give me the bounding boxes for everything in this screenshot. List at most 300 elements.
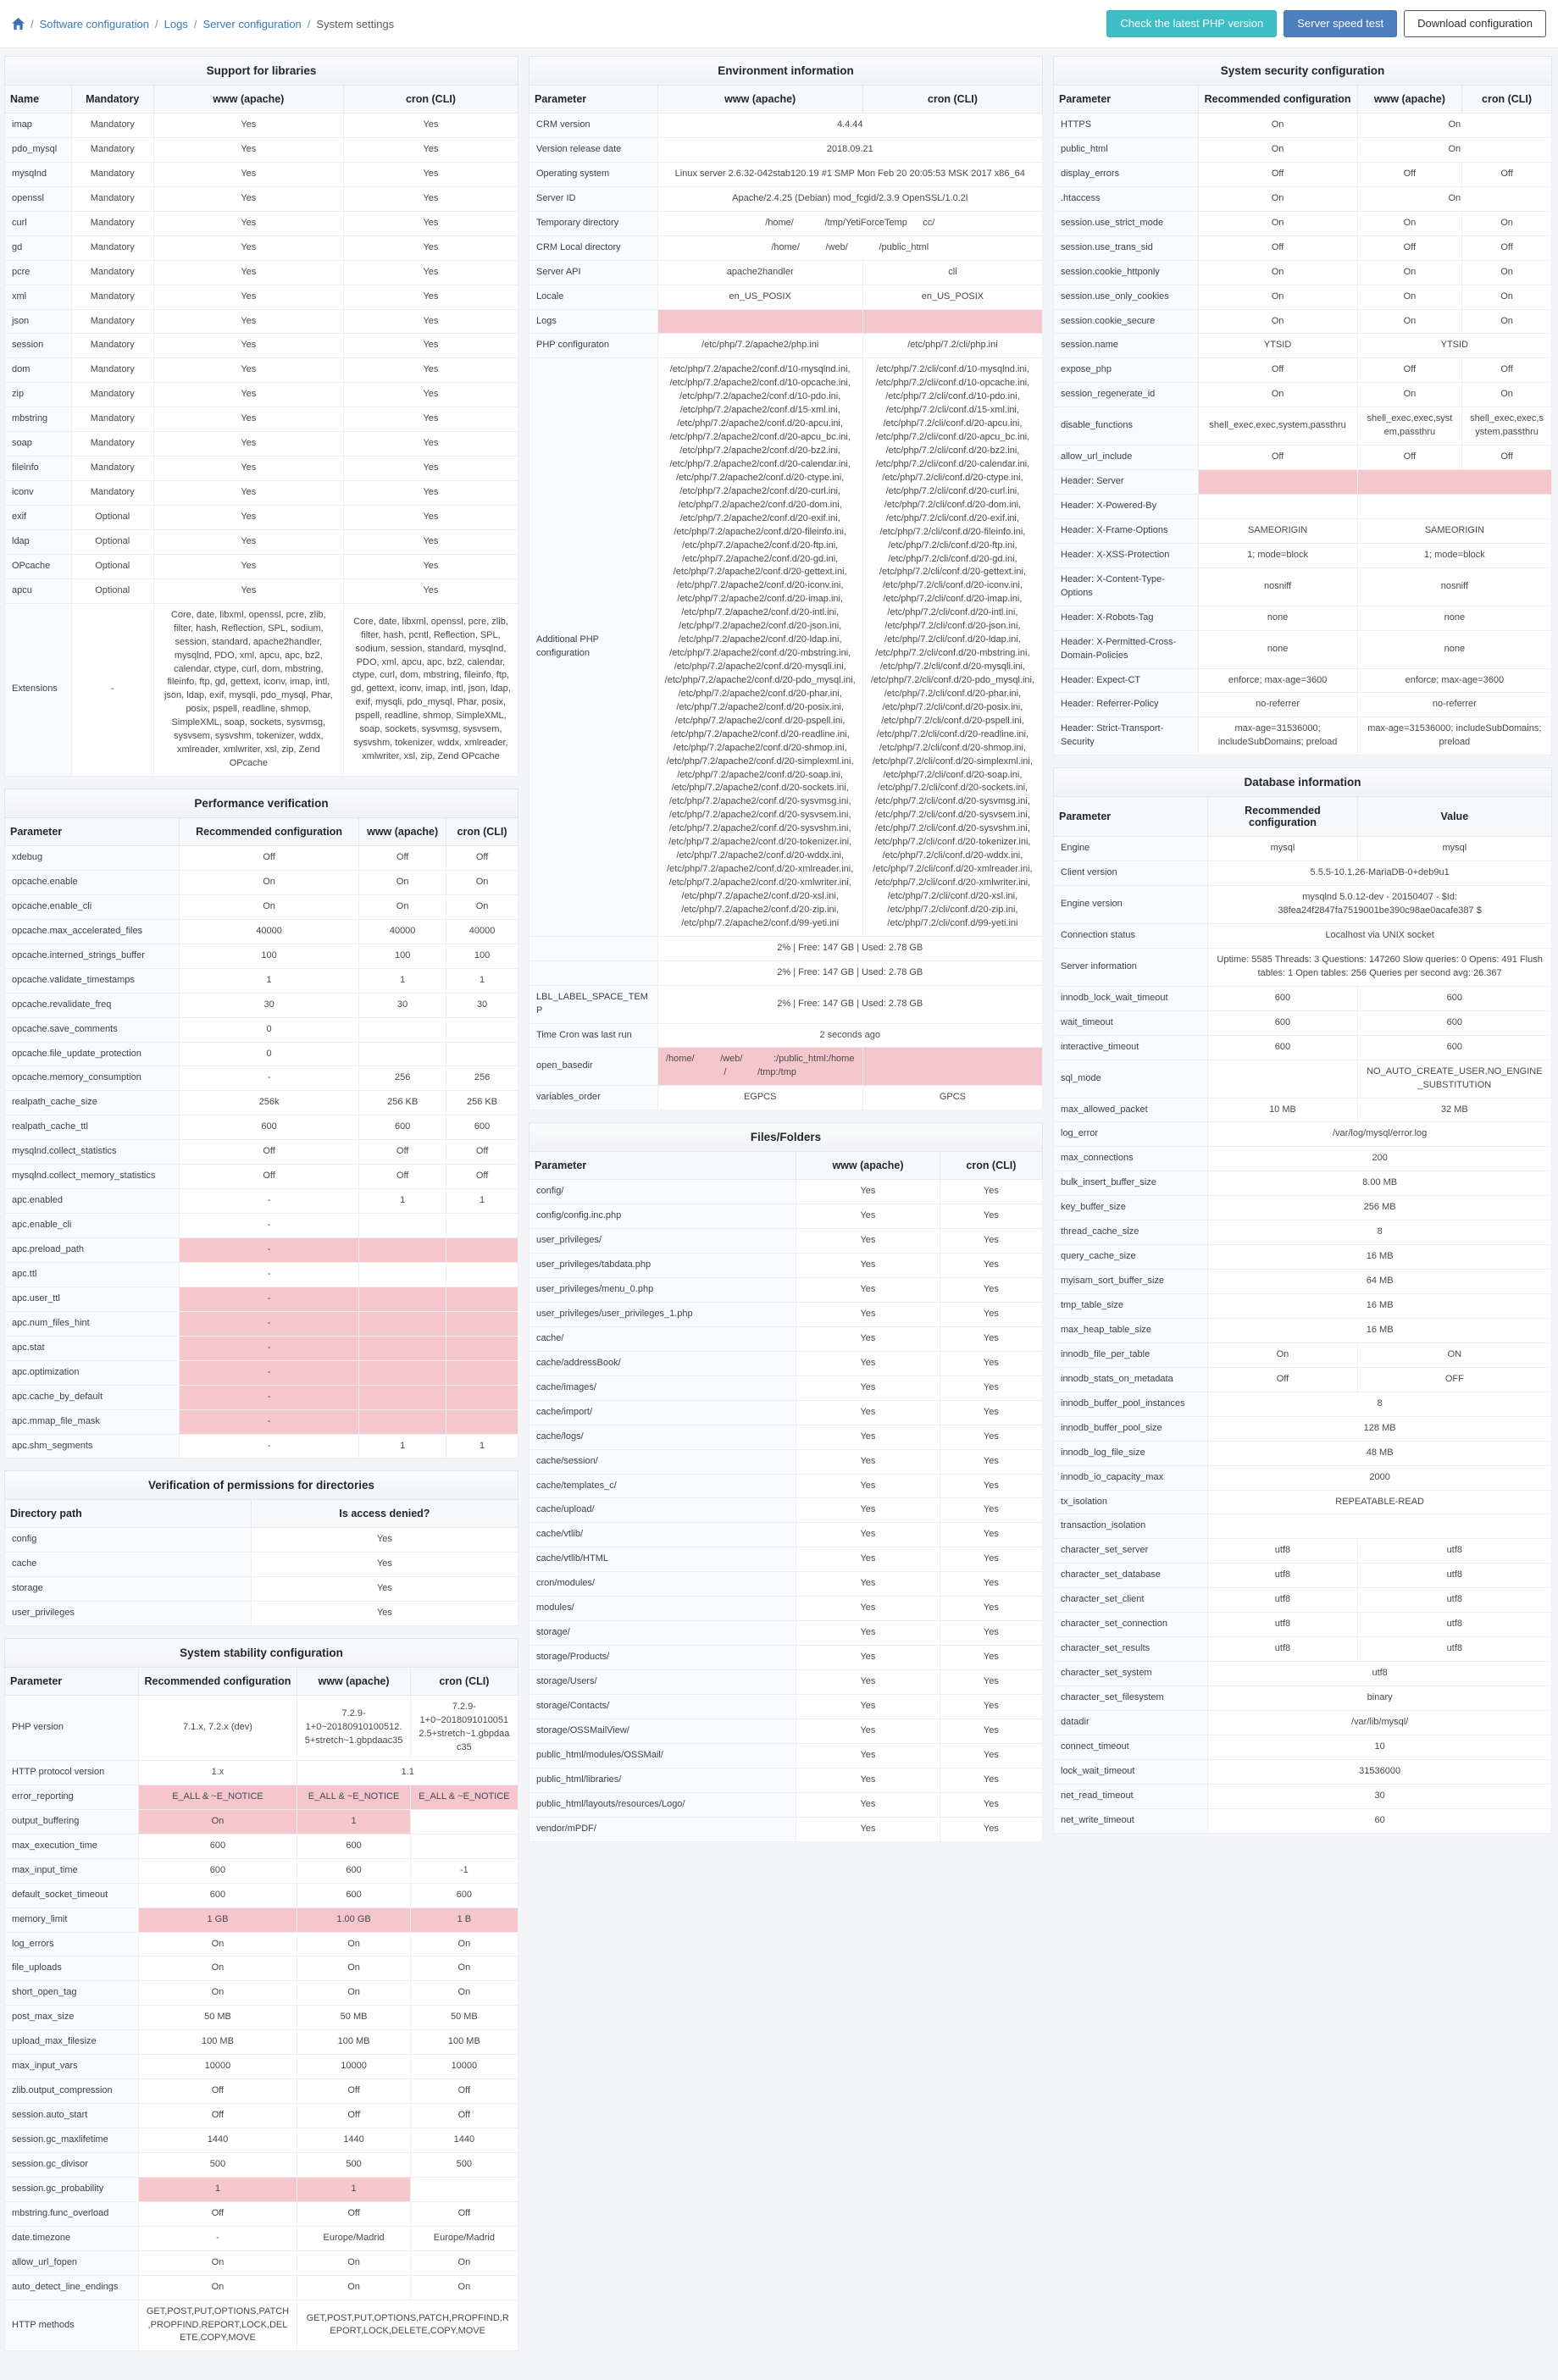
table-row: [5, 1189, 518, 1214]
value-cell: Off: [410, 2201, 518, 2226]
param-cell: user_privileges/: [529, 1229, 796, 1254]
table-row: [5, 1883, 518, 1907]
value-cell: 10: [1208, 1735, 1552, 1759]
value-cell: Yes: [796, 1743, 940, 1768]
value-cell: Yes: [940, 1572, 1042, 1597]
param-cell: iconv: [5, 481, 72, 506]
value-cell: [446, 1336, 518, 1360]
value-cell: none: [1357, 630, 1551, 668]
param-cell: HTTP methods: [5, 2300, 139, 2351]
table-row: [529, 260, 1043, 285]
param-cell: apc.optimization: [5, 1360, 180, 1385]
value-cell: 1440: [138, 2128, 297, 2153]
value-cell: Yes: [343, 309, 518, 334]
value-cell: nosniff: [1198, 567, 1357, 606]
value-cell: utf8: [1208, 1662, 1552, 1686]
value-cell: Mandatory: [71, 235, 153, 260]
database-information: [1053, 767, 1552, 1833]
table-row: [1054, 717, 1552, 756]
value-cell: On: [138, 1981, 297, 2006]
value-cell: /home/ /web/ /public_html: [657, 235, 1043, 260]
param-cell: allow_url_include: [1054, 446, 1199, 470]
value-cell: On: [180, 894, 359, 919]
value-cell: [1198, 470, 1357, 495]
value-cell: 500: [410, 2152, 518, 2177]
value-cell: Yes: [940, 1254, 1042, 1278]
value-cell: 256k: [180, 1091, 359, 1115]
column-header: www (apache): [1357, 86, 1461, 113]
value-cell: On: [1462, 260, 1552, 285]
value-cell: Off: [1198, 446, 1357, 470]
value-cell: Off: [359, 1165, 446, 1189]
param-cell: net_read_timeout: [1054, 1784, 1208, 1808]
table-row: [1054, 186, 1552, 211]
table-row: [5, 1907, 518, 1932]
param-cell: tx_isolation: [1054, 1490, 1208, 1514]
value-cell: Yes: [796, 1719, 940, 1743]
value-cell: On: [446, 894, 518, 919]
value-cell: enforce; max-age=3600: [1198, 668, 1357, 693]
table-row: [1054, 211, 1552, 235]
table-row: [529, 1621, 1043, 1646]
param-cell: session.name: [1054, 334, 1199, 358]
table-row: [529, 137, 1043, 162]
param-cell: HTTP protocol version: [5, 1760, 139, 1785]
value-cell: Yes: [153, 186, 343, 211]
table-row: [5, 407, 518, 432]
value-cell: Yes: [343, 334, 518, 358]
table-row: [529, 1768, 1043, 1792]
table-row: [5, 1165, 518, 1189]
value-cell: utf8: [1208, 1637, 1357, 1662]
value-cell: 8.00 MB: [1208, 1171, 1552, 1196]
value-cell: Yes: [343, 137, 518, 162]
param-cell: mysqlnd.collect_memory_statistics: [5, 1165, 180, 1189]
value-cell: Mandatory: [71, 383, 153, 407]
param-cell: file_uploads: [5, 1957, 139, 1981]
column-header: Directory path: [5, 1500, 252, 1528]
value-cell: 600: [1357, 1035, 1551, 1060]
top-bar: [0, 0, 1558, 48]
value-cell: Yes: [940, 1204, 1042, 1229]
value-cell: Yes: [343, 578, 518, 603]
value-cell: Yes: [796, 1621, 940, 1646]
value-cell: Optional: [71, 554, 153, 578]
value-cell: 600: [446, 1115, 518, 1140]
param-cell: tmp_table_size: [1054, 1294, 1208, 1319]
column-header: Recommended configuration: [180, 818, 359, 846]
table-row: [5, 1042, 518, 1066]
value-cell: Yes: [153, 260, 343, 285]
column-header: Parameter: [1054, 797, 1208, 837]
table-row: [5, 1434, 518, 1458]
value-cell: 600: [1357, 986, 1551, 1010]
table-row: [5, 554, 518, 578]
value-cell: 8: [1208, 1392, 1552, 1416]
value-cell: apache2handler: [657, 260, 862, 285]
table-row: [5, 1409, 518, 1434]
param-cell: Header: Expect-CT: [1054, 668, 1199, 693]
value-cell: en_US_POSIX: [862, 285, 1042, 309]
value-cell: 1: [297, 1809, 410, 1834]
value-cell: Mandatory: [71, 334, 153, 358]
table-row: [5, 1858, 518, 1883]
table-row: [1054, 162, 1552, 186]
table-row: [1054, 1147, 1552, 1171]
table-row: [1054, 1686, 1552, 1711]
middle-column: [529, 56, 1043, 1854]
value-cell: [359, 1238, 446, 1263]
param-cell: modules/: [529, 1597, 796, 1621]
value-cell: SAMEORIGIN: [1198, 518, 1357, 543]
table-row: [529, 985, 1043, 1023]
value-cell: cli: [862, 260, 1042, 285]
table-row: [529, 1547, 1043, 1572]
value-cell: [446, 1238, 518, 1263]
value-cell: Yes: [796, 1326, 940, 1351]
param-cell: Temporary directory: [529, 211, 658, 235]
param-cell: upload_max_filesize: [5, 2030, 139, 2055]
value-cell: 256 KB: [359, 1091, 446, 1115]
table-row: [5, 1696, 518, 1761]
param-cell: public_html/layouts/resources/Logo/: [529, 1792, 796, 1817]
value-cell: E_ALL & ~E_NOTICE: [297, 1785, 410, 1809]
table-row: [1054, 113, 1552, 138]
column-header: www (apache): [153, 86, 343, 113]
table-row: [5, 383, 518, 407]
value-cell: [359, 1017, 446, 1042]
table-row: [529, 1086, 1043, 1110]
value-cell: [862, 1048, 1042, 1086]
param-cell: key_buffer_size: [1054, 1196, 1208, 1220]
table-row: [1054, 567, 1552, 606]
table-row: [1054, 1465, 1552, 1490]
value-cell: 1; mode=block: [1357, 543, 1551, 567]
param-cell: innodb_io_capacity_max: [1054, 1465, 1208, 1490]
table-row: [529, 1278, 1043, 1303]
param-cell: public_html/libraries/: [529, 1768, 796, 1792]
value-cell: Mandatory: [71, 481, 153, 506]
value-cell: 32 MB: [1357, 1098, 1551, 1122]
param-cell: config: [5, 1528, 252, 1553]
param-cell: session.cookie_httponly: [1054, 260, 1199, 285]
value-cell: Off: [446, 1140, 518, 1165]
table-row: [1054, 309, 1552, 334]
value-cell: 1: [359, 1189, 446, 1214]
value-cell: Yes: [251, 1528, 518, 1553]
table-row: [1054, 1416, 1552, 1441]
param-cell: apc.ttl: [5, 1262, 180, 1287]
value-cell: 64 MB: [1208, 1270, 1552, 1294]
param-cell: datadir: [1054, 1710, 1208, 1735]
value-cell: 1: [446, 1189, 518, 1214]
value-cell: On: [1198, 186, 1357, 211]
param-cell: character_set_client: [1054, 1588, 1208, 1613]
value-cell: Off: [1198, 358, 1357, 383]
param-cell: query_cache_size: [1054, 1245, 1208, 1270]
value-cell: Yes: [796, 1204, 940, 1229]
value-cell: 2000: [1208, 1465, 1552, 1490]
param-cell: user_privileges: [5, 1602, 252, 1626]
value-cell: 40000: [359, 919, 446, 944]
value-cell: Yes: [940, 1326, 1042, 1351]
value-cell: no-referrer: [1357, 693, 1551, 717]
value-cell: On: [138, 2275, 297, 2300]
param-cell: session.auto_start: [5, 2104, 139, 2128]
param-cell: innodb_file_per_table: [1054, 1342, 1208, 1367]
param-cell: myisam_sort_buffer_size: [1054, 1270, 1208, 1294]
value-cell: YTSID: [1198, 334, 1357, 358]
value-cell: Yes: [796, 1254, 940, 1278]
value-cell: On: [1462, 383, 1552, 407]
column-header: Value: [1357, 797, 1551, 837]
value-cell: Yes: [796, 1547, 940, 1572]
value-cell: Yes: [940, 1621, 1042, 1646]
table-row: [1054, 837, 1552, 861]
value-cell: [410, 1809, 518, 1834]
param-cell: Header: X-Permitted-Cross-Domain-Policies: [1054, 630, 1199, 668]
value-cell: 1: [359, 968, 446, 993]
value-cell: Yes: [940, 1400, 1042, 1425]
value-cell: -1: [410, 1858, 518, 1883]
param-cell: realpath_cache_ttl: [5, 1115, 180, 1140]
table-row: [529, 960, 1043, 985]
param-cell: PHP version: [5, 1696, 139, 1761]
check-latest-php-version-button[interactable]: Check the latest PHP version: [1106, 10, 1277, 37]
value-cell: Optional: [71, 529, 153, 554]
value-cell: Yes: [940, 1351, 1042, 1375]
value-cell: 1440: [297, 2128, 410, 2153]
table-row: [5, 1017, 518, 1042]
value-cell: -: [71, 603, 153, 776]
value-cell: 1 GB: [138, 1907, 297, 1932]
value-cell: mysqlnd 5.0.12-dev - 20150407 - $Id: 38fea24f2847fa7519001be390c98ae0acafe387 $: [1208, 886, 1552, 924]
value-cell: Yes: [796, 1597, 940, 1621]
breadcrumb-link-logs[interactable]: Logs: [164, 17, 188, 30]
table-row: [1054, 1245, 1552, 1270]
table-row: [5, 1528, 518, 1553]
value-cell: 600: [1208, 1035, 1357, 1060]
param-cell: Header: Server: [1054, 470, 1199, 495]
performance-verification: [4, 789, 518, 1458]
value-cell: Yes: [940, 1474, 1042, 1498]
param-cell: session.cookie_secure: [1054, 309, 1199, 334]
download-configuration-button[interactable]: Download configuration: [1404, 10, 1546, 37]
value-cell: Off: [1462, 446, 1552, 470]
value-cell: 256 MB: [1208, 1196, 1552, 1220]
param-cell: apc.preload_path: [5, 1238, 180, 1263]
table-row: [529, 162, 1043, 186]
param-cell: Engine: [1054, 837, 1208, 861]
server-speed-test-button[interactable]: Server speed test: [1284, 10, 1397, 37]
table-row: [529, 1719, 1043, 1743]
table-row: [529, 1400, 1043, 1425]
value-cell: 60: [1208, 1808, 1552, 1833]
value-cell: OFF: [1357, 1367, 1551, 1392]
value-cell: Mandatory: [71, 309, 153, 334]
table-row: [1054, 948, 1552, 986]
param-cell: max_heap_table_size: [1054, 1318, 1208, 1342]
value-cell: Yes: [796, 1229, 940, 1254]
value-cell: Off: [1198, 235, 1357, 260]
value-cell: On: [1357, 383, 1461, 407]
value-cell: -: [180, 1409, 359, 1434]
value-cell: utf8: [1208, 1564, 1357, 1588]
param-cell: error_reporting: [5, 1785, 139, 1809]
table-row: [5, 457, 518, 481]
param-cell: gd: [5, 235, 72, 260]
param-cell: max_allowed_packet: [1054, 1098, 1208, 1122]
param-cell: character_set_server: [1054, 1539, 1208, 1564]
param-cell: imap: [5, 113, 72, 138]
table-title: System security configuration: [1054, 57, 1552, 86]
value-cell: 100: [359, 944, 446, 968]
value-cell: Yes: [796, 1768, 940, 1792]
value-cell: 200: [1208, 1147, 1552, 1171]
table-row: [529, 113, 1043, 138]
table-row: [5, 2006, 518, 2030]
value-cell: Yes: [940, 1302, 1042, 1326]
table-row: [1054, 1367, 1552, 1392]
column-header: cron (CLI): [410, 1668, 518, 1696]
param-cell: apc.enable_cli: [5, 1214, 180, 1238]
param-cell: HTTPS: [1054, 113, 1199, 138]
value-cell: [657, 309, 862, 334]
value-cell: max-age=31536000; includeSubDomains; preload: [1198, 717, 1357, 756]
param-cell: apc.num_files_hint: [5, 1311, 180, 1336]
param-cell: opcache.file_update_protection: [5, 1042, 180, 1066]
table-row: [1054, 1270, 1552, 1294]
table-row: [1054, 1637, 1552, 1662]
value-cell: Off: [138, 2104, 297, 2128]
param-cell: cache/vtlib/HTML: [529, 1547, 796, 1572]
value-cell: Yes: [940, 1817, 1042, 1841]
value-cell: On: [410, 2250, 518, 2275]
value-cell: Mandatory: [71, 358, 153, 383]
table-row: [1054, 630, 1552, 668]
table-row: [5, 506, 518, 530]
value-cell: Yes: [343, 162, 518, 186]
value-cell: Yes: [796, 1694, 940, 1719]
value-cell: Optional: [71, 578, 153, 603]
value-cell: 600: [410, 1883, 518, 1907]
value-cell: 1.x: [138, 1760, 297, 1785]
value-cell: Yes: [153, 481, 343, 506]
table-row: [5, 358, 518, 383]
value-cell: On: [1462, 309, 1552, 334]
table-row: [1054, 407, 1552, 446]
value-cell: [446, 1385, 518, 1409]
table-row: [529, 309, 1043, 334]
value-cell: Off: [1198, 162, 1357, 186]
value-cell: Yes: [153, 285, 343, 309]
table-row: [529, 1449, 1043, 1474]
value-cell: On: [297, 1981, 410, 2006]
value-cell: Yes: [796, 1351, 940, 1375]
value-cell: 600: [1208, 986, 1357, 1010]
param-cell: Extensions: [5, 603, 72, 776]
value-cell: 2018.09.21: [657, 137, 1043, 162]
value-cell: Yes: [940, 1597, 1042, 1621]
column-header: www (apache): [297, 1668, 410, 1696]
value-cell: On: [1357, 309, 1461, 334]
column-header: Recommended configuration: [1198, 86, 1357, 113]
value-cell: 1.00 GB: [297, 1907, 410, 1932]
value-cell: 31536000: [1208, 1759, 1552, 1784]
param-cell: opcache.max_accelerated_files: [5, 919, 180, 944]
column-header: www (apache): [359, 818, 446, 846]
param-cell: character_set_database: [1054, 1564, 1208, 1588]
breadcrumb-link-server-configuration[interactable]: Server configuration: [202, 17, 302, 30]
table-row: [1054, 1710, 1552, 1735]
value-cell: [1208, 1060, 1357, 1098]
value-cell: -: [180, 1385, 359, 1409]
value-cell: 50 MB: [138, 2006, 297, 2030]
value-cell: -: [180, 1214, 359, 1238]
value-cell: [446, 1042, 518, 1066]
value-cell: 1: [138, 2177, 297, 2201]
value-cell: Yes: [343, 285, 518, 309]
home-icon[interactable]: [12, 18, 25, 30]
breadcrumb-link-software-configuration[interactable]: Software configuration: [39, 17, 149, 30]
value-cell: Yes: [153, 578, 343, 603]
column-header: Parameter: [529, 86, 658, 113]
param-cell: Logs: [529, 309, 658, 334]
value-cell: 50 MB: [297, 2006, 410, 2030]
value-cell: [862, 309, 1042, 334]
value-cell: Core, date, libxml, openssl, pcre, zlib, filter, hash, Reflection, SPL, sodium, session, standard, apache2handler, mysqlnd, PDO, xml, apcu, apc, bz2, calendar, ctype, curl, dom, mbstring, fileinfo, ftp, gd, gettext, iconv, imap, intl, json, ldap, exif, mysqli, pdo_mysql, Phar, posix, pspell, readline, shmop, SimpleXML, soap, sockets, sysvmsg, sysvsem, sysvshm, tokenizer, wddx, xmlreader, xmlwriter, xsl, zip, Zend OPcache: [153, 603, 343, 776]
value-cell: Off: [180, 1140, 359, 1165]
value-cell: 4.4.44: [657, 113, 1043, 138]
value-cell: On: [297, 2275, 410, 2300]
value-cell: 600: [297, 1858, 410, 1883]
value-cell: [359, 1311, 446, 1336]
param-cell: mbstring: [5, 407, 72, 432]
value-cell: Yes: [343, 260, 518, 285]
param-cell: max_execution_time: [5, 1834, 139, 1858]
value-cell: [410, 2177, 518, 2201]
param-cell: post_max_size: [5, 2006, 139, 2030]
value-cell: enforce; max-age=3600: [1357, 668, 1551, 693]
param-cell: display_errors: [1054, 162, 1199, 186]
value-cell: Off: [297, 2079, 410, 2104]
value-cell: -: [180, 1360, 359, 1385]
value-cell: 48 MB: [1208, 1441, 1552, 1465]
table-row: [5, 1311, 518, 1336]
param-cell: ldap: [5, 529, 72, 554]
value-cell: [359, 1360, 446, 1385]
param-cell: cache: [5, 1553, 252, 1577]
param-cell: apcu: [5, 578, 72, 603]
table-row: [529, 1498, 1043, 1523]
param-cell: realpath_cache_size: [5, 1091, 180, 1115]
param-cell: opcache.enable_cli: [5, 894, 180, 919]
value-cell: [1357, 495, 1551, 519]
value-cell: 1440: [410, 2128, 518, 2153]
value-cell: E_ALL & ~E_NOTICE: [410, 1785, 518, 1809]
table-row: [5, 870, 518, 894]
table-row: [529, 1743, 1043, 1768]
value-cell: Yes: [343, 407, 518, 432]
value-cell: Yes: [940, 1375, 1042, 1400]
value-cell: Yes: [153, 334, 343, 358]
table-row: [5, 1360, 518, 1385]
value-cell: Yes: [940, 1768, 1042, 1792]
value-cell: Yes: [940, 1670, 1042, 1695]
value-cell: 1.1: [297, 1760, 518, 1785]
table-row: [5, 309, 518, 334]
value-cell: Off: [359, 1140, 446, 1165]
